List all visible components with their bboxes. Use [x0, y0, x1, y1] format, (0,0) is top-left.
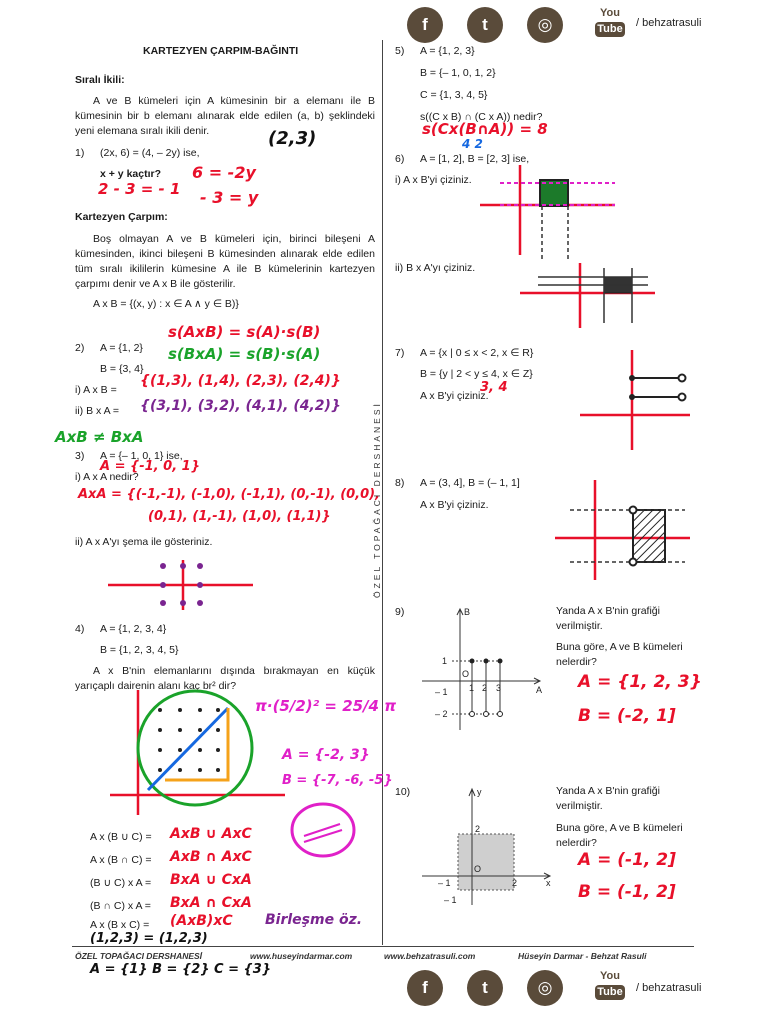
hw-q5-42: 4 2 [462, 137, 483, 151]
q4-b: B = {1, 2, 3, 4, 5} [100, 644, 179, 656]
q5-number: 5) [395, 45, 405, 57]
g9-xlabel: A [536, 685, 543, 695]
q8-b: A x B'yi çiziniz. [420, 499, 489, 511]
twitter-icon-bottom[interactable]: t [467, 970, 503, 1006]
hw-axa2: (0,1), (1,-1), (1,0), (1,1)} [148, 509, 331, 524]
hw-birlesme: Birleşme öz. [265, 912, 363, 928]
q7-a: A = {x | 0 ≤ x < 2, x ∈ R} [420, 347, 534, 359]
facebook-icon[interactable]: f [407, 7, 443, 43]
hw-sbxa: s(BxA) = s(B)·s(A) [168, 345, 321, 363]
hw-aset: A = {-1, 0, 1} [100, 459, 200, 474]
hw-b4: B = {-7, -6, -5} [282, 773, 393, 788]
q7-c: A x B'yi çiziniz. [420, 390, 489, 402]
q6-i: i) A x B'yi çiziniz. [395, 174, 472, 186]
q5-c: C = {1, 3, 4, 5} [420, 89, 488, 101]
instagram-icon-bottom[interactable]: ◎ [527, 970, 563, 1006]
q10-number: 10) [395, 786, 411, 798]
hw-saxb: s(AxB) = s(A)·s(B) [168, 323, 321, 341]
vertical-watermark: ÖZEL TOPAĞACI DERSHANESİ [372, 401, 382, 599]
hw-axa1: AxA = {(-1,-1), (-1,0), (-1,1), (0,-1), (0,0), [78, 487, 381, 502]
hw-10a: A = (-1, 2] [578, 850, 676, 870]
youtube-icon[interactable] [595, 7, 625, 43]
g10-xlabel: x [546, 878, 551, 888]
hw-10b: B = (-1, 2] [578, 882, 676, 902]
q9-b: Buna göre, A ve B kümeleri nelerdir? [556, 641, 683, 668]
q1-text: (2x, 6) = (4, – 2y) ise, [100, 147, 200, 159]
g9-x3: 3 [496, 683, 502, 693]
graph-6ii [520, 263, 660, 333]
youtube-you-bottom: You [600, 970, 620, 982]
hw-bxa: {(3,1), (3,2), (4,1), (4,2)} [140, 398, 341, 414]
g9-ylabel: B [464, 607, 471, 617]
instagram-icon[interactable]: ◎ [527, 7, 563, 43]
heading-sirali: Sıralı İkili: [75, 74, 125, 86]
paragraph-sirali: A ve B kümeleri için A kümesinin bir a elemanı ile B kümesinin bir b elemanı alınarak elde edilen (a, b) şeklindeki yeni elemana sıralı ikili denir. [75, 95, 375, 137]
g10-x2: 2 [512, 878, 518, 888]
hw-axb: {(1,3), (1,4), (2,3), (2,4)} [140, 373, 341, 389]
q3-i: i) A x A nedir? [75, 471, 139, 483]
g9-x2: 2 [482, 683, 488, 693]
hw-op2: AxB ∩ AxC [170, 849, 252, 865]
q5-b: B = {– 1, 0, 1, 2} [420, 67, 496, 79]
hw-6eq: 6 = -2y [192, 163, 256, 182]
twitter-icon[interactable]: t [467, 7, 503, 43]
heading-kartezyen: Kartezyen Çarpım: [75, 211, 168, 223]
q3-ii: ii) A x A'yı şema ile gösteriniz. [75, 536, 213, 548]
q6-a: A = [1, 2], B = [2, 3] ise, [420, 153, 530, 165]
q4-paragraph: A x B'nin elemanlarını dışında bırakmayan en küçük yarıçaplı dairenin alanı kaç br² dir? [75, 665, 375, 692]
footer-school: ÖZEL TOPAĞACI DERSHANESİ [75, 951, 203, 961]
formula: A x B = {(x, y) : x ∈ A ∧ y ∈ B)} [93, 298, 239, 310]
g9-ym2: – 2 [435, 709, 448, 719]
hw-2m3: 2 - 3 = - 1 [98, 180, 181, 198]
q1-number: 1) [75, 147, 85, 159]
g9-origin: O [462, 669, 470, 679]
hw-a4: A = {-2, 3} [282, 747, 370, 763]
graph-7 [580, 345, 700, 455]
handle-bottom: / behzatrasuli [636, 982, 702, 994]
q8-a: A = (3, 4], B = (– 1, 1] [420, 477, 520, 489]
op-3: (B ∪ C) x A = [90, 877, 152, 889]
hw-9a: A = {1, 2, 3} [578, 672, 702, 692]
q2-ii: ii) B x A = [75, 405, 120, 417]
youtube-tube: Tube [595, 22, 625, 37]
footer-site1[interactable]: www.huseyindarmar.com [250, 951, 353, 961]
g10-xm1: – 1 [438, 878, 451, 888]
hw-23: (2,3) [268, 128, 317, 149]
page-title: KARTEZYEN ÇARPIM-BAĞINTI [143, 45, 299, 57]
hw-9b: B = (-2, 1] [578, 706, 676, 726]
q6-ii: ii) B x A'yı çiziniz. [395, 262, 476, 274]
g10-ym1: – 1 [444, 895, 457, 905]
g10-ylabel: y [477, 787, 482, 797]
q2-i: i) A x B = [75, 384, 117, 396]
footer-line [72, 946, 694, 947]
graph-10 [420, 785, 560, 910]
hw-123: (1,2,3) = (1,2,3) [90, 931, 208, 946]
hw-op5: (AxB)xC [170, 913, 233, 929]
footer-site2[interactable]: www.behzatrasuli.com [384, 951, 476, 961]
q8-number: 8) [395, 477, 405, 489]
q3-a: A = {– 1, 0, 1} ise, [100, 450, 183, 462]
g9-y1: 1 [442, 656, 448, 666]
q2-a: A = {1, 2} [100, 342, 143, 354]
q1-question: x + y kaçtır? [100, 168, 161, 180]
op-2: A x (B ∩ C) = [90, 854, 152, 866]
q6-number: 6) [395, 153, 405, 165]
hw-op4: BxA ∩ CxA [170, 895, 252, 911]
graph-8 [555, 480, 695, 580]
graph-9 [420, 605, 550, 735]
hw-op3: BxA ∪ CxA [170, 872, 252, 888]
g10-y2: 2 [475, 824, 481, 834]
q4-number: 4) [75, 623, 85, 635]
g9-x1: 1 [469, 683, 475, 693]
g10-origin: O [474, 864, 482, 874]
q5-d: s((C x B) ∩ (C x A)) nedir? [420, 111, 543, 123]
q7-b: B = {y | 2 < y ≤ 4, x ∈ Z} [420, 368, 533, 380]
paragraph-kartezyen: Boş olmayan A ve B kümeleri için, birinci bileşeni A kümesinden, ikinci bileşeni B kümesinden alınarak elde edilen tüm sıralı ikililerin kümesine A ile B kümelerinin kartezyen çarpımı denir ve A x B ile gösterilir. [75, 233, 375, 290]
q9-a: Yanda A x B'nin grafiği verilmiştir. [556, 605, 660, 632]
cylinder-sketch [290, 800, 360, 860]
graph-6i [480, 165, 620, 265]
g9-ym1: – 1 [435, 687, 448, 697]
q10-a: Yanda A x B'nin grafiği verilmiştir. [556, 785, 660, 812]
q7-number: 7) [395, 347, 405, 359]
hw-op1: AxB ∪ AxC [170, 826, 252, 842]
footer-authors: Hüseyin Darmar - Behzat Rasuli [518, 951, 647, 961]
hw-q5: s(Cx(B∩A)) = 8 [422, 120, 548, 138]
op-4: (B ∩ C) x A = [90, 900, 151, 912]
hw-34: 3, 4 [480, 380, 508, 395]
handle-top: / behzatrasuli [636, 17, 702, 29]
op-1: A x (B ∪ C) = [90, 831, 152, 843]
hw-neq: AxB ≠ BxA [55, 428, 144, 446]
q5-a: A = {1, 2, 3} [420, 45, 475, 57]
scheme-diagram-3 [108, 560, 268, 610]
youtube-you: You [600, 7, 620, 19]
q10-b: Buna göre, A ve B kümeleri nelerdir? [556, 822, 683, 849]
q9-number: 9) [395, 606, 405, 618]
hw-m3y: - 3 = y [200, 188, 259, 207]
q2-number: 2) [75, 342, 85, 354]
hw-pi: π·(5/2)² = 25/4 π [255, 697, 397, 715]
op-5: A x (B x C) = [90, 919, 150, 931]
hw-abc: A = {1} B = {2} C = {3} [90, 962, 272, 977]
youtube-icon-bottom[interactable] [595, 970, 625, 1006]
facebook-icon-bottom[interactable]: f [407, 970, 443, 1006]
q2-b: B = {3, 4} [100, 363, 144, 375]
q3-number: 3) [75, 450, 85, 462]
q4-a: A = {1, 2, 3, 4} [100, 623, 167, 635]
youtube-tube-bottom: Tube [595, 985, 625, 1000]
